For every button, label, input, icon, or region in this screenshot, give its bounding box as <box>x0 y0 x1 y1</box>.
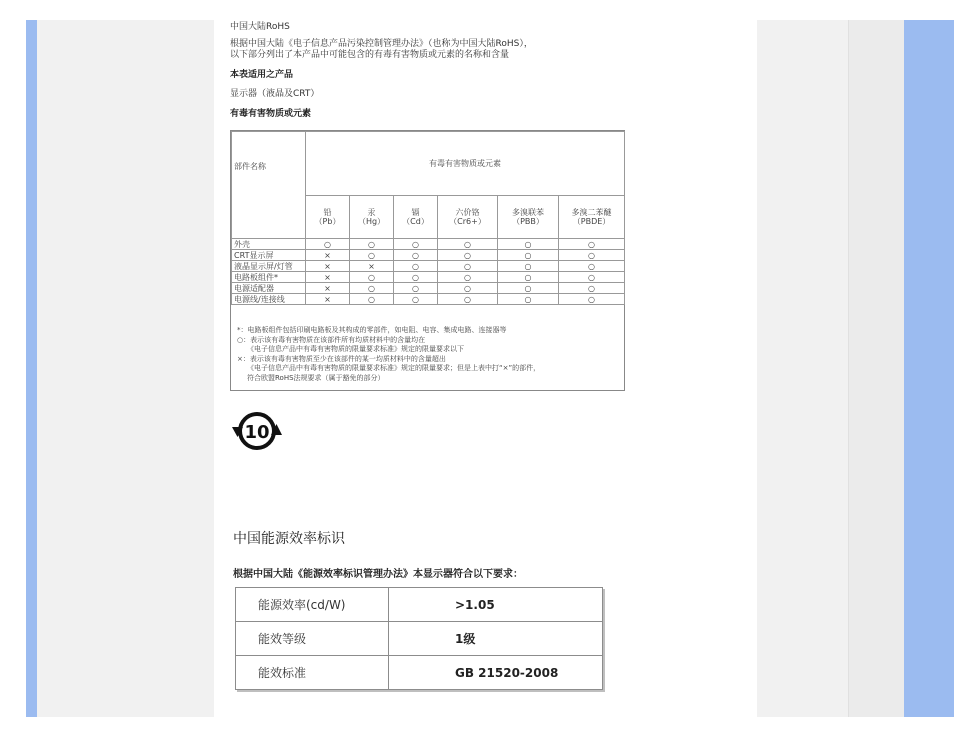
substance-name: 多溴二苯醚 <box>571 208 612 217</box>
energy-row-value: >1.05 <box>389 588 603 622</box>
rohs-intro-line2: 以下部分列出了本产品中可能包含的有毒有害物质或元素的名称和含量 <box>230 50 510 60</box>
substance-status-cell: ○ <box>498 239 559 250</box>
substance-status-cell: ○ <box>559 250 625 261</box>
substance-status-cell: ○ <box>306 239 350 250</box>
rohs-notes <box>237 326 540 383</box>
substance-status-cell: × <box>350 261 394 272</box>
energy-label-title: 中国能源效率标识 <box>233 531 345 547</box>
substance-status-cell: ○ <box>559 294 625 305</box>
table-row <box>232 272 625 283</box>
substance-status-cell: ○ <box>498 250 559 261</box>
rohs-title: 中国大陆RoHS <box>230 22 290 32</box>
rohs-intro-line1: 根据中国大陆《电子信息产品污染控制管理办法》（也称为中国大陆RoHS）， <box>230 39 533 49</box>
substance-status-cell: ○ <box>498 272 559 283</box>
document-page <box>214 20 757 717</box>
rohs-note-line: 《电子信息产品中有毒有害物质的限量要求标准》规定的限量要求；但是上表中打“×”的部件， <box>247 364 541 372</box>
substance-status-cell: ○ <box>350 239 394 250</box>
substance-header <box>350 196 394 239</box>
substance-symbol: （PBDE） <box>572 217 611 226</box>
substance-status-cell: ○ <box>498 283 559 294</box>
substance-status-cell: ○ <box>394 272 438 283</box>
environment-protection-use-period-icon <box>230 407 286 455</box>
energy-row <box>236 622 603 656</box>
substance-name: 镉 <box>411 208 420 217</box>
substance-header <box>306 196 350 239</box>
rohs-note-line: 符合欧盟RoHS法规要求（属于豁免的部分） <box>247 373 385 382</box>
left-blue-band <box>26 20 37 717</box>
substance-status-cell: ○ <box>438 261 498 272</box>
substance-symbol: （Cr6+） <box>449 217 486 226</box>
substance-status-cell: ○ <box>394 294 438 305</box>
table-row <box>232 261 625 272</box>
right-gray-margin <box>757 20 848 717</box>
substance-symbol: （PBB） <box>512 217 544 226</box>
substance-status-cell: ○ <box>498 261 559 272</box>
substance-status-cell: ○ <box>350 294 394 305</box>
substance-status-cell: ○ <box>438 283 498 294</box>
table-row <box>232 294 625 305</box>
energy-row <box>236 656 603 690</box>
substance-status-cell: ○ <box>559 261 625 272</box>
substance-status-cell: ○ <box>559 272 625 283</box>
substance-name: 六价铬 <box>455 208 480 217</box>
substance-status-cell: ○ <box>438 294 498 305</box>
substance-status-cell: × <box>306 283 350 294</box>
energy-row-value: GB 21520-2008 <box>389 656 603 690</box>
substance-name: 汞 <box>367 208 376 217</box>
substance-status-cell: ○ <box>438 272 498 283</box>
energy-row-label: 能效标准 <box>236 656 389 690</box>
substance-symbol: （Hg） <box>357 217 386 226</box>
part-name-cell: 电源适配器 <box>232 283 306 294</box>
column-header-substances: 有毒有害物质或元素 <box>306 132 625 196</box>
substance-status-cell: ○ <box>438 250 498 261</box>
rohs-note-line: ×：表示该有毒有害物质至少在该部件的某一均质材料中的含量超出 <box>237 354 446 363</box>
substance-symbol: （Cd） <box>402 217 429 226</box>
substance-status-cell: ○ <box>350 272 394 283</box>
part-name-cell: CRT显示屏 <box>232 250 306 261</box>
substance-header <box>559 196 625 239</box>
part-name-cell: 电路板组件* <box>232 272 306 283</box>
substance-header <box>498 196 559 239</box>
substance-header <box>394 196 438 239</box>
substance-status-cell: ○ <box>559 283 625 294</box>
applies-heading: 本表适用之产品 <box>230 70 294 80</box>
substance-header <box>438 196 498 239</box>
rohs-table-grid <box>231 131 625 305</box>
product-type: 显示器（液晶及CRT） <box>230 89 320 99</box>
energy-row-label: 能源效率(cd/W) <box>236 588 389 622</box>
rohs-note-line: *：电路板组件包括印刷电路板及其构成的零部件，如电阻、电容、集成电路、连接器等 <box>237 326 507 334</box>
substance-status-cell: ○ <box>559 239 625 250</box>
substance-name: 铅 <box>323 208 332 217</box>
substance-status-cell: ○ <box>350 283 394 294</box>
substance-status-cell: × <box>306 250 350 261</box>
table-row <box>232 239 625 250</box>
epup-years: 10 <box>244 422 270 443</box>
part-name-cell: 外壳 <box>232 239 306 250</box>
part-name-cell: 电源线/连接线 <box>232 294 306 305</box>
energy-row-label: 能效等级 <box>236 622 389 656</box>
substance-status-cell: × <box>306 294 350 305</box>
right-blue-band <box>904 20 954 717</box>
substance-name: 多溴联苯 <box>512 208 544 217</box>
substance-status-cell: ○ <box>438 239 498 250</box>
part-name-cell: 液晶显示屏/灯管 <box>232 261 306 272</box>
substance-status-cell: ○ <box>394 250 438 261</box>
energy-label-description: 根据中国大陆《能源效率标识管理办法》本显示器符合以下要求： <box>233 569 523 580</box>
rohs-note-line: 《电子信息产品中有毒有害物质的限量要求标准》规定的限量要求以下 <box>247 345 464 353</box>
right-gray-scroll-area <box>848 20 905 717</box>
substance-symbol: （Pb） <box>314 217 341 226</box>
substance-status-cell: ○ <box>394 261 438 272</box>
rohs-substance-table <box>230 130 625 391</box>
substance-status-cell: ○ <box>498 294 559 305</box>
energy-row-value: 1级 <box>389 622 603 656</box>
energy-row <box>236 588 603 622</box>
table-row <box>232 250 625 261</box>
left-gray-margin <box>37 20 214 717</box>
substance-status-cell: ○ <box>394 239 438 250</box>
substance-status-cell: × <box>306 272 350 283</box>
rohs-note-line: ○：表示该有毒有害物质在该部件所有均质材料中的含量均在 <box>237 335 426 344</box>
substance-status-cell: ○ <box>394 283 438 294</box>
column-header-part: 部件名称 <box>232 132 306 239</box>
substance-status-cell: ○ <box>350 250 394 261</box>
table-row <box>232 283 625 294</box>
substance-status-cell: × <box>306 261 350 272</box>
energy-efficiency-table <box>235 587 603 690</box>
substances-heading: 有毒有害物质或元素 <box>230 109 312 119</box>
